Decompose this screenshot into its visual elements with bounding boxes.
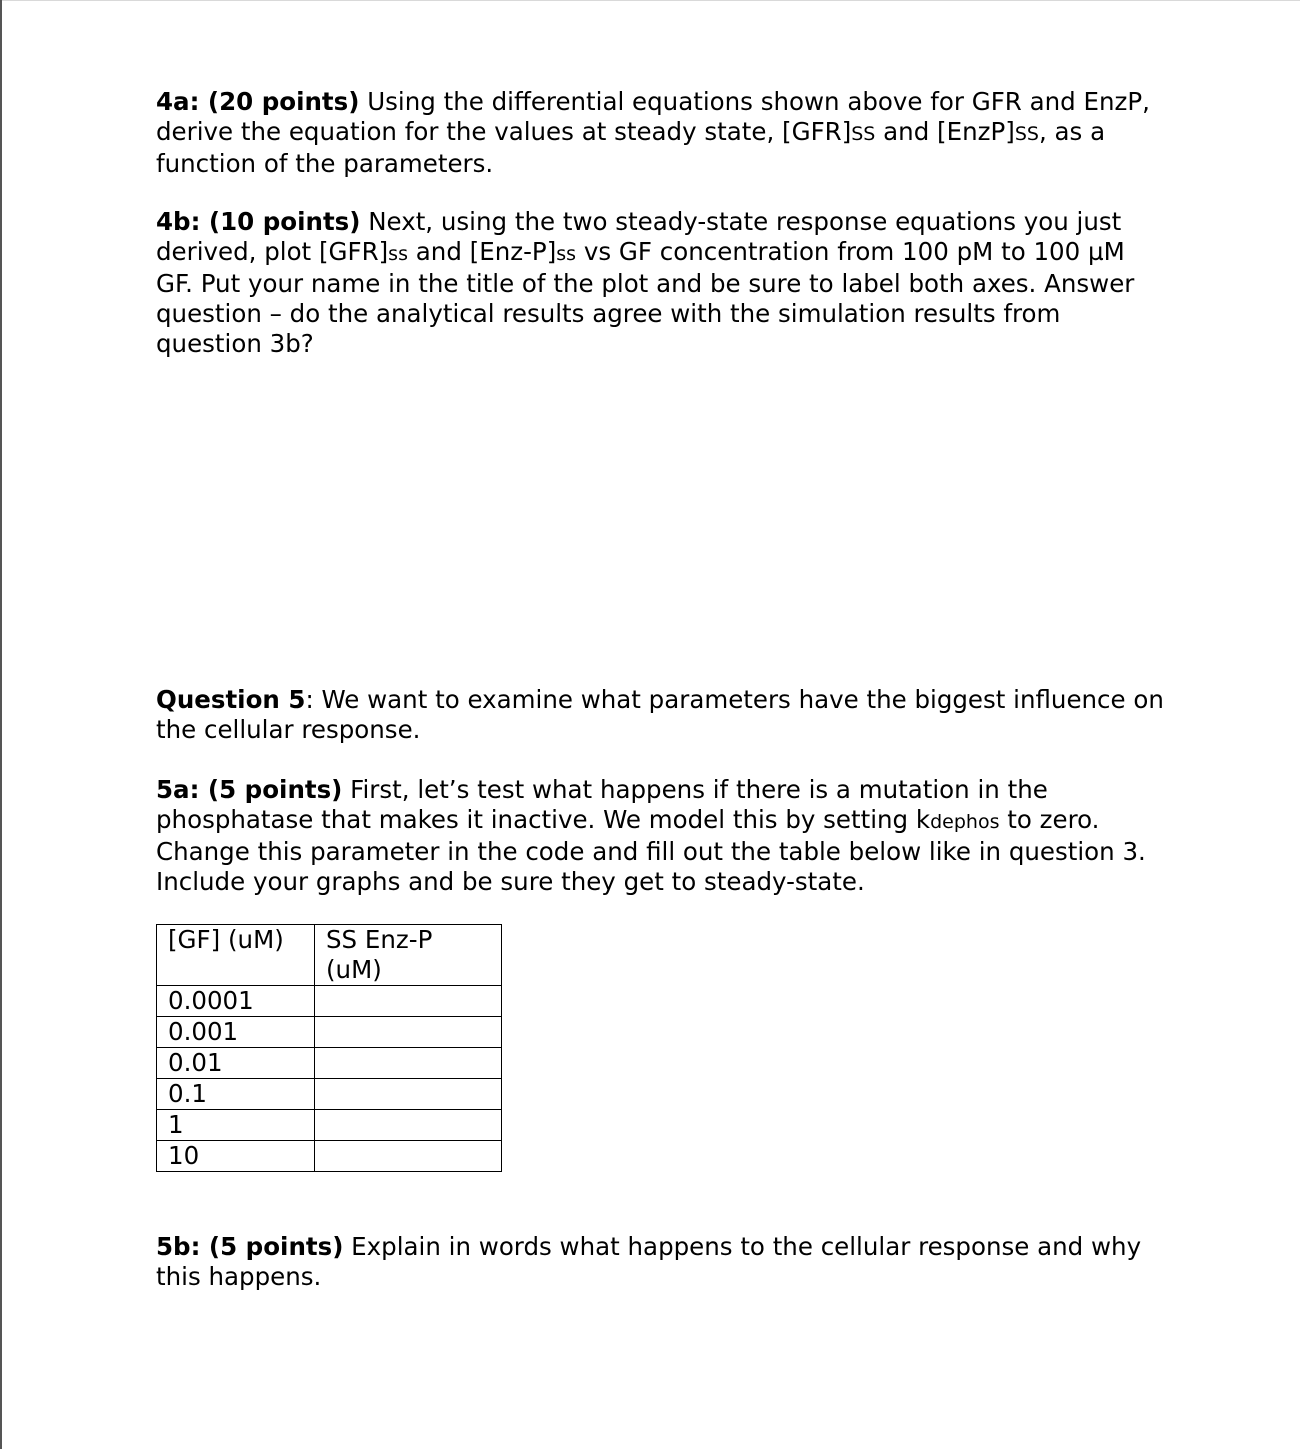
table-cell-ss-enzp[interactable] <box>315 1110 502 1141</box>
table-row <box>157 1079 502 1110</box>
table-row <box>157 1110 502 1141</box>
question-4b-subscript-2: ss <box>556 243 577 265</box>
question-5 <box>156 685 1166 745</box>
page-top-border <box>0 0 1300 1</box>
question-5a-text-2: to zero. Change this parameter in the code and fill out the table below like in question 3. Include your graphs and be sure they get to steady-state. <box>156 805 1146 896</box>
table-cell-ss-enzp[interactable] <box>315 986 502 1017</box>
question-5b <box>156 1232 1166 1292</box>
question-4b-text-1: Next, using the two steady-state response equations you just derived, plot [GFR] <box>156 207 1122 266</box>
table-cell-ss-enzp[interactable] <box>315 1048 502 1079</box>
question-4a-text-3: , as a function of the parameters. <box>156 117 1106 178</box>
table-cell-ss-enzp[interactable] <box>315 1079 502 1110</box>
table-cell-gf: 1 <box>157 1110 315 1141</box>
table-row <box>157 1048 502 1079</box>
question-4b <box>156 207 1166 359</box>
question-5-label: Question 5 <box>156 685 306 714</box>
table-cell-gf: 10 <box>157 1141 315 1172</box>
table-cell-gf: 0.01 <box>157 1048 315 1079</box>
question-4a-text-1: Using the differential equations shown above for GFR and EnzP, derive the equation for the values at steady state, [GFR] <box>156 87 1150 146</box>
question-5a-label: 5a: (5 points) <box>156 775 343 804</box>
question-4a-subscript-1: SS <box>851 123 876 145</box>
answer-table <box>156 924 502 1172</box>
table-header-gf: [GF] (uM) <box>157 925 315 986</box>
question-5a-text-1: First, let’s test what happens if there is a mutation in the phosphatase that makes it inactive. We model this by setting k <box>156 775 1048 834</box>
question-5-text: : We want to examine what parameters have the biggest influence on the cellular response. <box>156 685 1164 744</box>
table-row <box>157 986 502 1017</box>
question-4a-subscript-2: SS <box>1014 123 1039 145</box>
question-4b-text-2: and [Enz-P] <box>407 237 557 266</box>
question-4b-text-3: vs GF concentration from 100 pM to 100 µM GF. Put your name in the title of the plot and be sure to label both axes. Answer question – do the analytical results agree with the simulation results from question 3b? <box>156 237 1135 358</box>
table-cell-gf: 0.1 <box>157 1079 315 1110</box>
table-header-row <box>157 925 502 986</box>
table-cell-gf: 0.0001 <box>157 986 315 1017</box>
table-cell-gf: 0.001 <box>157 1017 315 1048</box>
question-5b-text: Explain in words what happens to the cellular response and why this happens. <box>156 1232 1142 1291</box>
question-4a-label: 4a: (20 points) <box>156 87 360 116</box>
question-5b-label: 5b: (5 points) <box>156 1232 344 1261</box>
question-5a-subscript: dephos <box>930 811 1000 833</box>
table-cell-ss-enzp[interactable] <box>315 1141 502 1172</box>
table-row <box>157 1017 502 1048</box>
table-cell-ss-enzp[interactable] <box>315 1017 502 1048</box>
page-left-border <box>0 0 2 1449</box>
question-4a <box>156 87 1166 179</box>
table-row <box>157 1141 502 1172</box>
question-4b-label: 4b: (10 points) <box>156 207 361 236</box>
table-header-ss-enzp: SS Enz-P (uM) <box>315 925 502 986</box>
question-4a-text-2: and [EnzP] <box>875 117 1015 146</box>
question-5a <box>156 775 1166 897</box>
question-4b-subscript-1: ss <box>388 243 408 265</box>
